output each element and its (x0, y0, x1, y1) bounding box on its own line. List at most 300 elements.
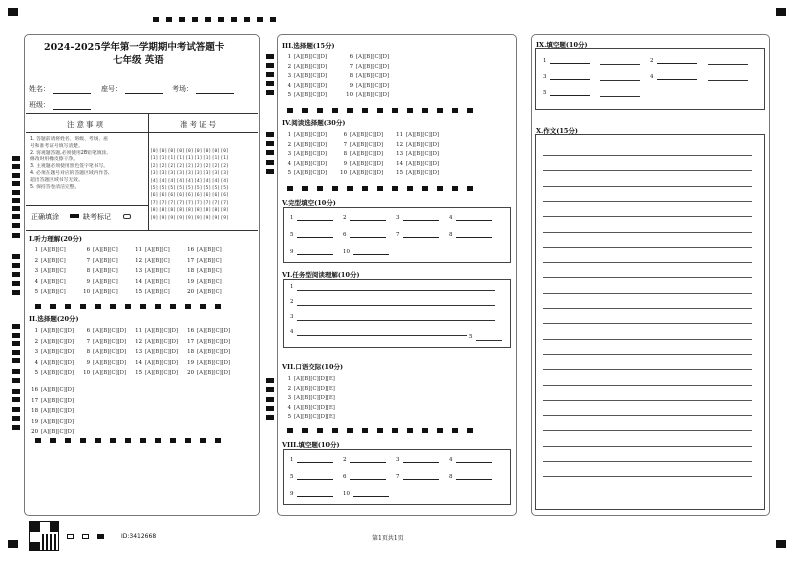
option-bubble[interactable]: [C] (161, 247, 170, 253)
question-row[interactable] (29, 386, 74, 395)
blank-line[interactable] (657, 58, 697, 64)
option-bubble[interactable]: [B] (302, 160, 311, 167)
option-bubble[interactable]: [B] (153, 370, 162, 376)
exam-id-column[interactable] (194, 148, 202, 222)
option-bubble[interactable]: [B] (49, 328, 58, 334)
question-row[interactable] (29, 288, 66, 297)
question-row[interactable] (29, 397, 74, 406)
option-bubble[interactable]: [C] (161, 278, 170, 285)
option-bubble[interactable]: [C] (57, 289, 66, 295)
question-row[interactable] (29, 267, 66, 276)
option-bubble[interactable]: [D] (374, 160, 384, 167)
question-row[interactable] (282, 53, 327, 62)
option-bubble[interactable]: [C] (310, 376, 319, 382)
option-bubble[interactable]: [B] (153, 247, 162, 253)
option-bubble[interactable]: [B] (205, 370, 214, 376)
option-bubble[interactable]: [D] (221, 349, 231, 355)
option-bubble[interactable]: [C] (310, 170, 319, 176)
option-bubble[interactable]: [B] (49, 370, 58, 376)
exam-id-digit-bubble[interactable]: [5] (194, 186, 203, 192)
exam-id-digit-bubble[interactable]: [7] (176, 200, 185, 206)
option-bubble[interactable]: [D] (318, 92, 328, 98)
option-bubble[interactable]: [B] (205, 257, 214, 264)
option-bubble[interactable]: [A] (356, 92, 365, 98)
option-bubble[interactable]: [C] (422, 160, 431, 167)
exam-id-column[interactable] (150, 148, 158, 222)
exam-id-digit-bubble[interactable]: [3] (211, 171, 220, 177)
exam-id-digit-bubble[interactable]: [4] (158, 178, 168, 184)
exam-id-digit-bubble[interactable]: [1] (150, 156, 159, 162)
option-bubble[interactable]: [C] (310, 141, 319, 148)
option-bubble[interactable]: [B] (49, 429, 58, 435)
option-bubble[interactable]: [A] (350, 151, 359, 157)
option-bubble[interactable]: [A] (41, 268, 50, 274)
exam-id-column[interactable] (168, 148, 176, 222)
exam-id-digit-bubble[interactable]: [0] (158, 149, 168, 154)
option-bubble[interactable]: [C] (161, 349, 170, 355)
option-bubble[interactable]: [C] (310, 54, 319, 60)
option-bubble[interactable]: [D] (430, 170, 440, 176)
fill-blank[interactable] (290, 232, 333, 238)
option-bubble[interactable]: [A] (41, 387, 50, 393)
option-bubble[interactable]: [C] (57, 370, 66, 376)
option-bubble[interactable]: [B] (358, 170, 367, 176)
option-bubble[interactable]: [D] (221, 328, 231, 334)
fill-blank[interactable] (343, 215, 386, 221)
option-bubble[interactable]: [A] (294, 141, 303, 148)
answer-line[interactable] (476, 340, 502, 341)
essay-line[interactable] (543, 277, 752, 278)
blank-line[interactable] (403, 232, 439, 238)
option-bubble[interactable]: [C] (161, 268, 170, 274)
question-row[interactable] (282, 404, 335, 413)
option-bubble[interactable]: [C] (310, 404, 319, 411)
option-bubble[interactable]: [B] (205, 268, 214, 274)
option-bubble[interactable]: [B] (302, 404, 311, 411)
fill-blank[interactable] (543, 90, 590, 96)
name-field[interactable] (29, 84, 91, 94)
option-bubble[interactable]: [B] (101, 289, 110, 295)
question-row[interactable] (133, 359, 178, 368)
question-row[interactable] (133, 288, 170, 297)
exam-id-digit-bubble[interactable]: [0] (194, 149, 203, 154)
option-bubble[interactable]: [B] (49, 418, 58, 425)
option-bubble[interactable]: [D] (117, 359, 127, 366)
blank-line[interactable] (297, 457, 333, 463)
option-bubble[interactable]: [E] (326, 414, 335, 420)
option-bubble[interactable]: [D] (430, 141, 440, 148)
exam-id-digit-bubble[interactable]: [5] (150, 186, 159, 192)
option-bubble[interactable]: [A] (197, 289, 206, 295)
blank-line[interactable] (350, 232, 386, 238)
option-bubble[interactable]: [C] (161, 338, 170, 345)
question-row[interactable] (81, 288, 118, 297)
option-bubble[interactable]: [D] (374, 141, 384, 148)
question-row[interactable] (81, 246, 118, 255)
option-bubble[interactable]: [B] (302, 151, 311, 157)
fill-blank[interactable] (290, 474, 333, 480)
blank-line[interactable] (403, 457, 439, 463)
option-bubble[interactable]: [C] (57, 387, 66, 393)
exam-id-digit-bubble[interactable]: [7] (158, 200, 168, 206)
option-bubble[interactable]: [A] (41, 278, 50, 285)
exam-id-digit-bubble[interactable]: [8] (167, 208, 176, 214)
option-bubble[interactable]: [C] (57, 359, 66, 366)
option-bubble[interactable]: [A] (41, 408, 50, 414)
option-bubble[interactable]: [A] (93, 370, 102, 376)
fill-blank[interactable] (343, 474, 386, 480)
option-bubble[interactable]: [B] (49, 387, 58, 393)
exam-id-digit-bubble[interactable]: [2] (202, 163, 212, 169)
option-bubble[interactable]: [A] (294, 404, 303, 411)
question-row[interactable] (338, 141, 383, 150)
blank-line[interactable] (600, 96, 640, 97)
option-bubble[interactable]: [C] (213, 257, 222, 264)
option-bubble[interactable]: [A] (197, 349, 206, 355)
question-row[interactable] (282, 394, 335, 403)
blank-line[interactable] (456, 474, 492, 480)
option-bubble[interactable]: [B] (302, 385, 311, 392)
question-row[interactable] (29, 428, 74, 437)
option-bubble[interactable]: [A] (294, 82, 303, 89)
blank-line[interactable] (600, 80, 640, 81)
question-row[interactable] (282, 375, 335, 384)
option-bubble[interactable]: [D] (65, 359, 75, 366)
option-bubble[interactable]: [B] (364, 92, 373, 98)
exam-id-digit-bubble[interactable]: [8] (211, 208, 220, 214)
option-bubble[interactable]: [A] (294, 63, 303, 70)
option-bubble[interactable]: [C] (372, 82, 381, 89)
option-bubble[interactable]: [B] (302, 82, 311, 89)
option-bubble[interactable]: [A] (406, 132, 415, 138)
option-bubble[interactable]: [C] (109, 247, 118, 253)
option-bubble[interactable]: [A] (41, 289, 50, 295)
question-row[interactable] (282, 169, 327, 178)
question-row[interactable] (29, 369, 74, 378)
option-bubble[interactable]: [E] (326, 395, 335, 401)
exam-id-digit-bubble[interactable]: [4] (185, 178, 194, 184)
option-bubble[interactable]: [B] (364, 73, 373, 79)
option-bubble[interactable]: [A] (294, 132, 303, 138)
option-bubble[interactable]: [B] (302, 141, 311, 148)
option-bubble[interactable]: [A] (294, 414, 303, 420)
option-bubble[interactable]: [D] (318, 141, 328, 148)
option-bubble[interactable]: [C] (310, 132, 319, 138)
option-bubble[interactable]: [C] (366, 170, 375, 176)
option-bubble[interactable]: [C] (109, 338, 118, 345)
option-bubble[interactable]: [A] (356, 54, 365, 60)
question-row[interactable] (185, 369, 230, 378)
option-bubble[interactable]: [B] (101, 257, 110, 264)
option-bubble[interactable]: [B] (49, 278, 58, 285)
exam-id-digit-bubble[interactable]: [9] (211, 215, 220, 221)
option-bubble[interactable]: [D] (430, 132, 440, 138)
option-bubble[interactable]: [A] (145, 338, 154, 345)
essay-line[interactable] (543, 201, 752, 202)
option-bubble[interactable]: [A] (356, 82, 365, 89)
essay-line[interactable] (543, 247, 752, 248)
option-bubble[interactable]: [C] (310, 92, 319, 98)
option-bubble[interactable]: [D] (430, 151, 440, 157)
exam-id-digit-bubble[interactable]: [7] (194, 200, 203, 206)
option-bubble[interactable]: [A] (41, 247, 50, 253)
option-bubble[interactable]: [B] (153, 257, 162, 264)
fill-blank[interactable] (396, 215, 439, 221)
option-bubble[interactable]: [A] (145, 257, 154, 264)
question-row[interactable] (81, 257, 118, 266)
question-row[interactable] (29, 359, 74, 368)
option-bubble[interactable]: [B] (358, 151, 367, 157)
answer-line[interactable] (297, 290, 495, 291)
essay-box[interactable] (535, 134, 765, 510)
answer-line[interactable] (297, 335, 467, 336)
option-bubble[interactable]: [A] (356, 73, 365, 79)
exam-id-digit-bubble[interactable]: [5] (185, 186, 194, 192)
fill-blank[interactable] (650, 74, 697, 80)
exam-id-digit-bubble[interactable]: [8] (185, 208, 194, 214)
exam-id-digit-bubble[interactable]: [1] (194, 156, 203, 162)
option-bubble[interactable]: [A] (93, 289, 102, 295)
option-bubble[interactable]: [C] (213, 349, 222, 355)
essay-line[interactable] (543, 186, 752, 187)
question-row[interactable] (185, 246, 222, 255)
blank-line[interactable] (297, 249, 333, 255)
option-bubble[interactable]: [B] (153, 289, 162, 295)
fill-blank[interactable] (543, 74, 590, 80)
option-bubble[interactable]: [C] (366, 141, 375, 148)
option-bubble[interactable]: [C] (372, 92, 381, 98)
option-bubble[interactable]: [C] (109, 257, 118, 264)
question-row[interactable] (185, 359, 230, 368)
option-bubble[interactable]: [C] (161, 289, 170, 295)
option-bubble[interactable]: [A] (197, 338, 206, 345)
option-bubble[interactable]: [B] (302, 92, 311, 98)
blank-line[interactable] (297, 215, 333, 221)
essay-line[interactable] (543, 216, 752, 217)
option-bubble[interactable]: [D] (374, 151, 384, 157)
option-bubble[interactable]: [A] (294, 395, 303, 401)
exam-id-digit-bubble[interactable]: [2] (185, 163, 194, 169)
option-bubble[interactable]: [D] (318, 82, 328, 89)
exam-id-digit-bubble[interactable]: [3] (185, 171, 194, 177)
exam-id-digit-bubble[interactable]: [0] (176, 149, 185, 154)
answer-line[interactable] (297, 320, 495, 321)
option-bubble[interactable]: [E] (326, 404, 335, 411)
option-bubble[interactable]: [D] (221, 370, 231, 376)
exam-id-digit-bubble[interactable]: [9] (158, 215, 168, 221)
question-row[interactable] (282, 385, 335, 394)
blank-line[interactable] (403, 474, 439, 480)
exam-id-digit-bubble[interactable]: [7] (185, 200, 194, 206)
option-bubble[interactable]: [D] (380, 54, 390, 60)
room-field[interactable] (172, 84, 234, 94)
option-bubble[interactable]: [C] (57, 328, 66, 334)
option-bubble[interactable]: [A] (41, 257, 50, 264)
option-bubble[interactable]: [C] (213, 247, 222, 253)
blank-line[interactable] (350, 474, 386, 480)
option-bubble[interactable]: [B] (101, 328, 110, 334)
option-bubble[interactable]: [C] (310, 385, 319, 392)
question-row[interactable] (81, 278, 118, 287)
option-bubble[interactable]: [A] (145, 359, 154, 366)
option-bubble[interactable]: [D] (65, 387, 75, 393)
blank-line[interactable] (353, 491, 389, 497)
fill-blank[interactable] (290, 215, 333, 221)
option-bubble[interactable]: [D] (65, 408, 75, 414)
option-bubble[interactable]: [A] (294, 376, 303, 382)
exam-id-digit-bubble[interactable]: [0] (185, 149, 194, 154)
option-bubble[interactable]: [D] (380, 82, 390, 89)
option-bubble[interactable]: [B] (49, 289, 58, 295)
exam-id-digit-bubble[interactable]: [2] (167, 163, 176, 169)
exam-id-digit-bubble[interactable]: [1] (202, 156, 212, 162)
question-row[interactable] (29, 327, 74, 336)
essay-line[interactable] (543, 446, 752, 447)
option-bubble[interactable]: [A] (93, 278, 102, 285)
fill-blank[interactable] (396, 457, 439, 463)
fill-blank[interactable] (343, 249, 389, 255)
question-row[interactable] (338, 150, 383, 159)
question-row[interactable] (185, 338, 230, 347)
question-row[interactable] (394, 169, 439, 178)
option-bubble[interactable]: [A] (41, 338, 50, 345)
option-bubble[interactable]: [D] (318, 376, 328, 382)
option-bubble[interactable]: [D] (318, 132, 328, 138)
option-bubble[interactable]: [D] (318, 54, 328, 60)
exam-id-digit-bubble[interactable]: [3] (202, 171, 212, 177)
option-bubble[interactable]: [B] (101, 338, 110, 345)
blank-line[interactable] (297, 491, 333, 497)
option-bubble[interactable]: [C] (109, 370, 118, 376)
option-bubble[interactable]: [C] (161, 370, 170, 376)
exam-id-digit-bubble[interactable]: [7] (220, 200, 229, 206)
question-row[interactable] (81, 348, 126, 357)
option-bubble[interactable]: [D] (169, 328, 179, 334)
exam-id-digit-bubble[interactable]: [4] (194, 178, 203, 184)
blank-line[interactable] (297, 232, 333, 238)
option-bubble[interactable]: [C] (213, 359, 222, 366)
question-row[interactable] (282, 72, 327, 81)
question-row[interactable] (394, 131, 439, 140)
blank-line[interactable] (550, 74, 590, 80)
option-bubble[interactable]: [A] (93, 338, 102, 345)
option-bubble[interactable]: [B] (414, 141, 423, 148)
option-bubble[interactable]: [D] (65, 418, 75, 425)
fill-blank[interactable] (543, 58, 590, 64)
option-bubble[interactable]: [A] (294, 54, 303, 60)
option-bubble[interactable]: [C] (366, 160, 375, 167)
question-row[interactable] (29, 348, 74, 357)
exam-id-digit-bubble[interactable]: [8] (220, 208, 229, 214)
option-bubble[interactable]: [C] (422, 132, 431, 138)
exam-id-digit-bubble[interactable]: [9] (150, 215, 159, 221)
option-bubble[interactable]: [C] (161, 328, 170, 334)
option-bubble[interactable]: [B] (302, 132, 311, 138)
question-row[interactable] (29, 338, 74, 347)
question-row[interactable] (133, 246, 170, 255)
essay-line[interactable] (543, 262, 752, 263)
option-bubble[interactable]: [B] (302, 63, 311, 70)
blank-line[interactable] (350, 215, 386, 221)
option-bubble[interactable]: [B] (101, 349, 110, 355)
option-bubble[interactable]: [D] (430, 160, 440, 167)
option-bubble[interactable]: [D] (318, 395, 328, 401)
option-bubble[interactable]: [D] (65, 349, 75, 355)
option-bubble[interactable]: [C] (213, 338, 222, 345)
fill-blank[interactable] (343, 232, 386, 238)
exam-id-digit-bubble[interactable]: [0] (150, 149, 159, 154)
option-bubble[interactable]: [A] (197, 268, 206, 274)
option-bubble[interactable]: [A] (41, 397, 50, 404)
fill-blank[interactable] (290, 249, 333, 255)
option-bubble[interactable]: [D] (221, 359, 231, 366)
option-bubble[interactable]: [B] (153, 328, 162, 334)
exam-id-digit-bubble[interactable]: [8] (158, 208, 168, 214)
option-bubble[interactable]: [B] (153, 359, 162, 366)
question-row[interactable] (344, 91, 389, 100)
question-row[interactable] (185, 288, 222, 297)
essay-line[interactable] (543, 400, 752, 401)
exam-id-digit-bubble[interactable]: [1] (220, 156, 229, 162)
option-bubble[interactable]: [A] (41, 328, 50, 334)
fill-blank[interactable] (449, 474, 492, 480)
exam-id-digit-bubble[interactable]: [2] (194, 163, 203, 169)
option-bubble[interactable]: [C] (213, 289, 222, 295)
question-row[interactable] (81, 338, 126, 347)
exam-id-digit-bubble[interactable]: [2] (150, 163, 159, 169)
exam-id-digit-bubble[interactable]: [2] (176, 163, 185, 169)
essay-line[interactable] (543, 354, 752, 355)
option-bubble[interactable]: [D] (318, 160, 328, 167)
exam-id-digit-bubble[interactable]: [0] (167, 149, 176, 154)
option-bubble[interactable]: [C] (310, 73, 319, 79)
exam-id-digit-bubble[interactable]: [5] (158, 186, 168, 192)
option-bubble[interactable]: [A] (406, 141, 415, 148)
exam-id-digit-bubble[interactable]: [5] (176, 186, 185, 192)
exam-id-digit-bubble[interactable]: [7] (167, 200, 176, 206)
option-bubble[interactable]: [C] (372, 63, 381, 70)
option-bubble[interactable]: [C] (366, 132, 375, 138)
option-bubble[interactable]: [C] (109, 349, 118, 355)
blank-line[interactable] (657, 74, 697, 80)
exam-id-column[interactable] (159, 148, 167, 222)
option-bubble[interactable]: [D] (169, 359, 179, 366)
option-bubble[interactable]: [B] (205, 328, 214, 334)
fill-blank[interactable] (650, 58, 697, 64)
blank-line[interactable] (297, 474, 333, 480)
option-bubble[interactable]: [D] (117, 338, 127, 345)
option-bubble[interactable]: [B] (414, 132, 423, 138)
question-row[interactable] (394, 141, 439, 150)
option-bubble[interactable]: [B] (153, 268, 162, 274)
option-bubble[interactable]: [A] (294, 170, 303, 176)
option-bubble[interactable]: [A] (93, 359, 102, 366)
exam-id-digit-bubble[interactable]: [9] (185, 215, 194, 221)
option-bubble[interactable]: [A] (350, 141, 359, 148)
option-bubble[interactable]: [B] (153, 349, 162, 355)
question-row[interactable] (133, 278, 170, 287)
exam-id-digit-bubble[interactable]: [8] (150, 208, 159, 214)
option-bubble[interactable]: [A] (145, 349, 154, 355)
option-bubble[interactable]: [C] (57, 408, 66, 414)
exam-id-digit-bubble[interactable]: [8] (194, 208, 203, 214)
option-bubble[interactable]: [B] (414, 151, 423, 157)
fill-blank[interactable] (343, 491, 389, 497)
option-bubble[interactable]: [A] (145, 370, 154, 376)
question-row[interactable] (185, 278, 222, 287)
fill-blank[interactable] (290, 491, 333, 497)
question-row[interactable] (29, 418, 74, 427)
